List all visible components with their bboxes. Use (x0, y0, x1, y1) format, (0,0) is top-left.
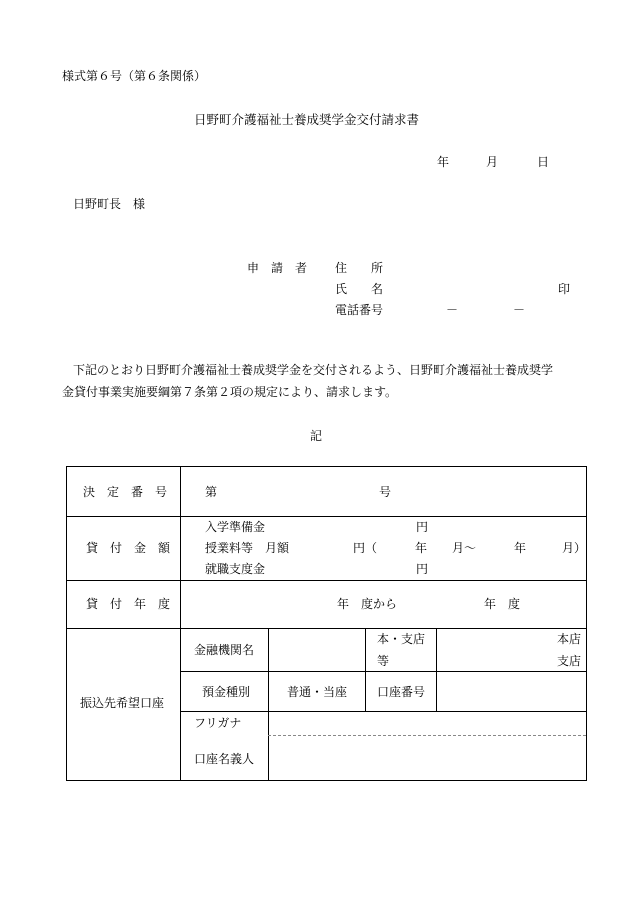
phone-separator-1: － (446, 303, 459, 317)
tuition-month-to: 月） (562, 541, 587, 555)
entrance-fund-label: 入学準備金 (205, 520, 266, 534)
deposit-type-value: 普通・当座 (287, 685, 348, 699)
furigana-label: フリガナ (194, 716, 242, 730)
tuition-label: 授業料等 月額 (205, 541, 290, 555)
tuition-year-from: 年 (415, 541, 428, 555)
phone-label: 電話番号 (335, 303, 384, 317)
tuition-month-from: 月～ (452, 541, 477, 555)
decision-number-label: 決 定 番 号 (83, 485, 168, 499)
sub-branch-text: 支店 (557, 654, 582, 668)
main-branch-text: 本店 (557, 632, 582, 646)
address-label: 住 所 (335, 261, 384, 275)
decision-go: 号 (379, 485, 392, 499)
bank-name-label: 金融機関名 (194, 643, 255, 657)
body-text-line-2: 金貸付事業実施要綱第７条第２項の規定により、請求します。 (62, 385, 398, 399)
tuition-year-to: 年 (514, 541, 527, 555)
job-fund-yen: 円 (416, 562, 429, 576)
entrance-fund-yen: 円 (416, 520, 429, 534)
loan-year-from: 年 度から (337, 597, 398, 611)
seal-mark: 印 (558, 282, 571, 296)
body-text-line-1: 下記のとおり日野町介護福祉士養成奨学金を交付されるよう、日野町介護福祉士養成奨学 (73, 363, 554, 377)
job-fund-label: 就職支度金 (205, 562, 266, 576)
name-label: 氏 名 (335, 282, 384, 296)
account-holder-label: 口座名義人 (194, 752, 255, 766)
date-month: 月 (486, 155, 499, 169)
phone-separator-2: － (513, 303, 526, 317)
date-year: 年 (437, 155, 450, 169)
deposit-type-label: 預金種別 (202, 685, 251, 699)
applicant-label: 申 請 者 (247, 261, 308, 275)
date-day: 日 (537, 155, 550, 169)
loan-amount-label: 貸 付 金 額 (86, 541, 171, 555)
ki-heading: 記 (310, 429, 323, 443)
decision-dai: 第 (205, 485, 218, 499)
page-title: 日野町介護福祉士養成奨学金交付請求書 (194, 112, 420, 127)
branch-label-2: 等 (377, 654, 390, 668)
transfer-account-label: 振込先希望口座 (80, 696, 165, 710)
branch-label-1: 本・支店 (377, 632, 426, 646)
loan-year-to: 年 度 (484, 597, 521, 611)
account-number-label: 口座番号 (377, 685, 426, 699)
addressee: 日野町長 様 (73, 197, 146, 211)
form-number: 様式第６号（第６条関係） (62, 69, 207, 83)
loan-year-label: 貸 付 年 度 (86, 597, 171, 611)
tuition-yen: 円（ (353, 541, 378, 555)
